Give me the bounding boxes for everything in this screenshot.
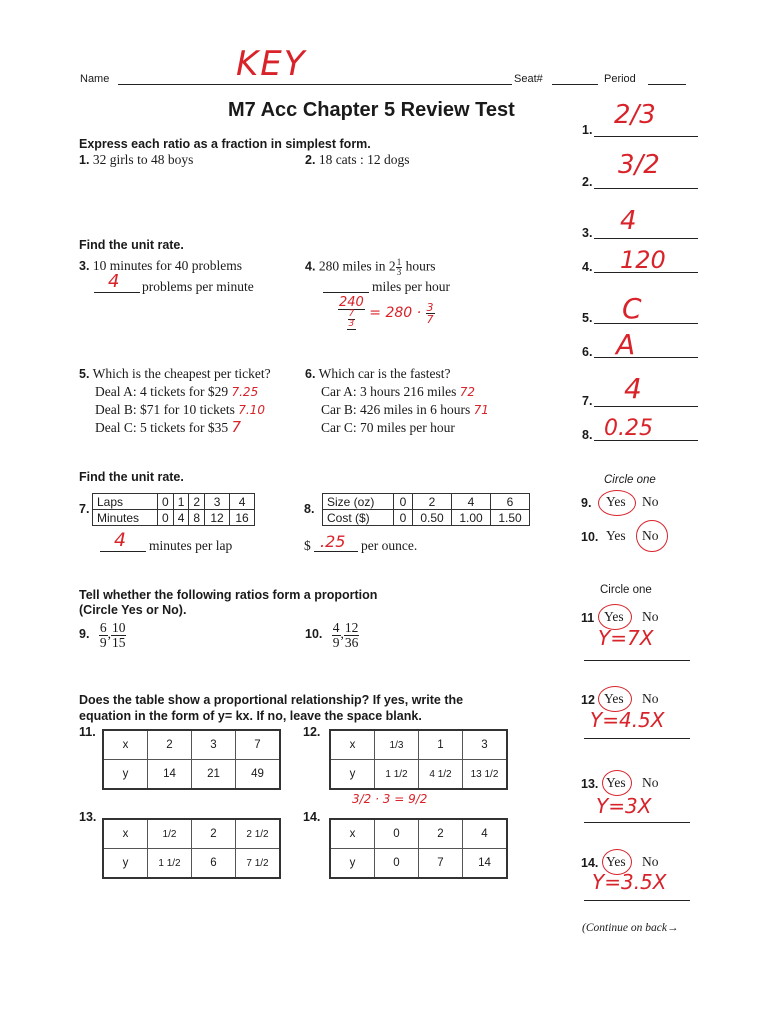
table-12: [329, 729, 508, 790]
table-row: Size (oz) 0 2 4 6: [323, 494, 530, 510]
table-13: [102, 818, 281, 879]
answer-line[interactable]: [584, 822, 690, 823]
question-2: [305, 152, 410, 168]
question-1: [79, 152, 193, 168]
handwritten-work-12: 3/2 · 3 = 9/2: [352, 792, 428, 806]
handwritten-answer: 4: [624, 372, 642, 405]
answer-line[interactable]: [594, 323, 698, 324]
answer-line[interactable]: [584, 660, 690, 661]
car-c: Car C: 70 miles per hour: [321, 420, 455, 435]
table-11: [102, 729, 281, 790]
question-text-unit: hours: [405, 258, 436, 274]
yes-option[interactable]: Yes: [606, 775, 626, 790]
question-number: 5.: [79, 367, 90, 381]
handwritten-answer: C: [622, 292, 642, 325]
answer-line[interactable]: [594, 406, 698, 407]
mixed-fraction: $\frac{1}{3}$: [396, 257, 402, 277]
question-text: 18 cats : 12 dogs: [318, 152, 410, 167]
question-text: 10 minutes for 40 problems: [92, 258, 243, 273]
dollar-sign: $: [304, 538, 311, 553]
car-list: [321, 383, 489, 436]
blank-unit: problems per minute: [142, 279, 254, 294]
equation-answer: Y=3X: [596, 794, 652, 818]
table-row: x 1/2 2 2 1/2: [103, 819, 280, 849]
question-number-13: 13.: [79, 810, 97, 824]
yes-option[interactable]: Yes: [606, 854, 626, 869]
answer-line[interactable]: [584, 900, 690, 901]
question-6: [305, 366, 451, 382]
no-option[interactable]: No: [642, 691, 659, 706]
circle-one-label: Circle one: [604, 474, 656, 486]
question-number: 9.: [79, 627, 90, 642]
period-line[interactable]: [648, 84, 686, 85]
handwritten-answer: 4: [114, 529, 127, 551]
table-row: Minutes 0 4 8 12 16: [93, 510, 255, 526]
deal-b: Deal B: $71 for 10 tickets 7.10: [95, 402, 265, 417]
handwritten-answer: .25: [320, 532, 346, 551]
page-title: M7 Acc Chapter 5 Review Test: [228, 99, 515, 121]
question-number-7: 7.: [79, 502, 90, 516]
key-mark: KEY: [236, 44, 307, 84]
question-text: 32 girls to 48 boys: [92, 152, 194, 167]
handwritten-answer: 0.25: [604, 416, 653, 441]
name-label: Name: [80, 73, 110, 85]
deal-c: Deal C: 5 tickets for $35 7: [95, 418, 242, 436]
question-5: [79, 366, 271, 382]
question-4: [305, 258, 436, 277]
question-10: 10. $\frac{4}{9}$ , $\frac{12}{36}$: [305, 620, 359, 650]
name-line[interactable]: [118, 84, 512, 85]
blank-unit: per ounce.: [361, 538, 418, 553]
question-number-14: 14.: [303, 810, 321, 824]
answer-blank-7[interactable]: [100, 529, 146, 552]
table-row: y 0 7 14: [330, 849, 507, 879]
table-row: Cost ($) 0 0.50 1.00 1.50: [323, 510, 530, 526]
yes-option[interactable]: Yes: [604, 609, 624, 624]
table-14: [329, 818, 508, 879]
question-number: 2.: [305, 153, 316, 167]
no-option[interactable]: No: [642, 494, 659, 509]
no-option[interactable]: No: [642, 775, 659, 790]
yes-option[interactable]: Yes: [606, 494, 626, 509]
equation-answer: Y=3.5X: [592, 870, 667, 894]
blank-unit: miles per hour: [372, 279, 450, 294]
section-table-subheading: equation in the form of y= kx. If no, leave the space blank.: [79, 709, 422, 723]
deal-list: [95, 383, 265, 436]
question-text: 280 miles in 2: [318, 258, 396, 274]
answer-line[interactable]: [584, 738, 690, 739]
handwritten-answer: 4: [108, 271, 120, 292]
answer-line[interactable]: [594, 136, 698, 137]
circle-one-label: Circle one: [600, 584, 652, 596]
handwritten-answer: 2/3: [614, 100, 656, 130]
deal-a: Deal A: 4 tickets for $29 7.25: [95, 384, 259, 399]
no-option[interactable]: No: [642, 854, 659, 869]
question-number-12: 12.: [303, 725, 321, 739]
question-3: [79, 258, 242, 274]
circle-mark: [636, 520, 668, 552]
handwritten-answer: 3/2: [618, 150, 660, 180]
yes-option[interactable]: Yes: [606, 528, 626, 543]
answer-blank-4[interactable]: [323, 278, 369, 293]
question-number: 1.: [79, 153, 90, 167]
question-9: 9. $\frac{6}{9}$ , $\frac{10}{15}$: [79, 620, 126, 650]
answer-line[interactable]: [594, 357, 698, 358]
section-proportion-subheading: (Circle Yes or No).: [79, 603, 187, 617]
question-number: 4.: [305, 259, 316, 274]
seat-label: Seat#: [514, 73, 543, 85]
section-unit-rate-heading: Find the unit rate.: [79, 238, 184, 252]
no-option[interactable]: No: [642, 528, 659, 543]
table-row: x 2 3 7: [103, 730, 280, 760]
question-number: 10.: [305, 627, 323, 642]
blank-unit: minutes per lap: [149, 538, 233, 553]
table-row: Laps 0 1 2 3 4: [93, 494, 255, 510]
section-unit-rate-heading-2: Find the unit rate.: [79, 470, 184, 484]
table-row: y 14 21 49: [103, 760, 280, 790]
cost-table: [322, 493, 530, 526]
question-number: 6.: [305, 367, 316, 381]
answer-blank-8[interactable]: [314, 532, 358, 552]
car-a: Car A: 3 hours 216 miles 72: [321, 384, 476, 399]
equation-answer: Y=4.5X: [590, 708, 665, 732]
table-row: x 0 2 4: [330, 819, 507, 849]
question-number: 3.: [79, 259, 90, 273]
laps-table: [92, 493, 255, 526]
yes-option[interactable]: Yes: [604, 691, 624, 706]
answer-blank-3[interactable]: [94, 271, 140, 293]
section-ratio-heading: Express each ratio as a fraction in simplest form.: [79, 137, 371, 151]
question-text: Which is the cheapest per ticket?: [92, 366, 271, 381]
table-row: x 1/3 1 3: [330, 730, 507, 760]
seat-line[interactable]: [552, 84, 598, 85]
no-option[interactable]: No: [642, 609, 659, 624]
circle-mark: [598, 490, 636, 516]
period-label: Period: [604, 73, 636, 85]
handwritten-work-4: $\frac{240}{\frac{7}{3}}$ = 280 · $\frac{3}{7}$: [339, 295, 434, 329]
handwritten-answer: A: [616, 328, 636, 361]
table-row: y 1 1/2 4 1/2 13 1/2: [330, 760, 507, 790]
equation-answer: Y=7X: [598, 626, 654, 650]
table-row: y 1 1/2 6 7 1/2: [103, 849, 280, 879]
answer-line[interactable]: [594, 238, 698, 239]
continue-on-back: (Continue on back→: [582, 922, 679, 934]
section-table-heading: Does the table show a proportional relationship? If yes, write the: [79, 693, 464, 707]
handwritten-answer: 120: [620, 246, 666, 274]
handwritten-answer: 4: [620, 206, 637, 236]
question-number-11: 11.: [79, 725, 96, 739]
question-text: Which car is the fastest?: [318, 366, 451, 381]
question-number-8: 8.: [304, 502, 315, 516]
answer-line[interactable]: [594, 188, 698, 189]
circle-mark: [602, 770, 632, 796]
section-proportion-heading: Tell whether the following ratios form a proportion: [79, 588, 378, 602]
car-b: Car B: 426 miles in 6 hours 71: [321, 402, 489, 417]
